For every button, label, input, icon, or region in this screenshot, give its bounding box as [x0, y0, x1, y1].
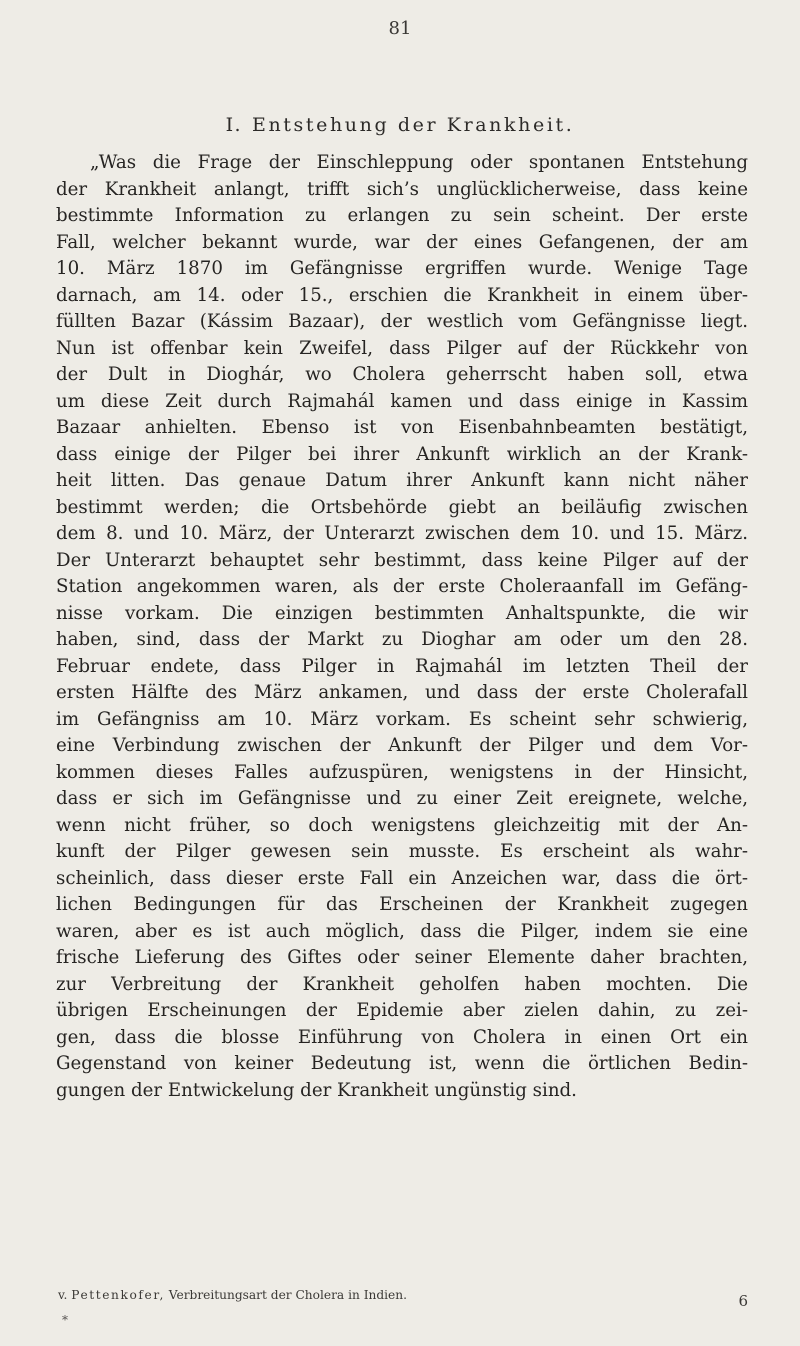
body-paragraph	[56, 150, 748, 1104]
text-line: 10. März 1870 im Gefängnisse ergriffen wurde. Wenige Tage	[56, 258, 748, 279]
stray-mark: *	[62, 1313, 68, 1327]
text-line: „Was die Frage der Einschleppung oder spontanen Entstehung	[90, 152, 748, 173]
text-line: nisse vorkam. Die einzigen bestimmten Anhaltspunkte, die wir	[56, 602, 748, 624]
text-line: darnach, am 14. oder 15., erschien die Krankheit in einem über-	[56, 284, 748, 306]
text-line: zur Verbreitung der Krankheit geholfen haben mochten. Die	[56, 973, 748, 995]
footer-prefix: v.	[58, 1288, 68, 1302]
text-line: Nun ist offenbar kein Zweifel, dass Pilger auf der Rückkehr von	[56, 337, 748, 359]
text-line: frische Lieferung des Giftes oder seiner Elemente daher brachten,	[56, 947, 748, 968]
text-line: Februar endete, dass Pilger in Rajmahál im letzten Theil der	[56, 655, 748, 677]
text-line: waren, aber es ist auch möglich, dass die Pilger, indem sie eine	[56, 920, 748, 942]
text-line: eine Verbindung zwischen der Ankunft der Pilger und dem Vor-	[56, 735, 748, 756]
printer-signature: 6	[738, 1292, 748, 1310]
text-line: kunft der Pilger gewesen sein musste. Es erscheint als wahr-	[56, 841, 748, 862]
text-line: dem 8. und 10. März, der Unterarzt zwischen dem 10. und 15. März.	[56, 523, 748, 544]
footer-author: Pettenkofer,	[71, 1288, 165, 1302]
text-line: Station angekommen waren, als der erste Choleraanfall im Gefäng-	[56, 576, 748, 597]
footer-work-title: Verbreitungsart der Cholera in Indien.	[168, 1288, 407, 1302]
text-line: gungen der Entwickelung der Krankheit ungünstig sind.	[56, 1079, 577, 1101]
text-line: lichen Bedingungen für das Erscheinen der Krankheit zugegen	[56, 894, 748, 915]
text-line: gen, dass die blosse Einführung von Cholera in einen Ort ein	[56, 1026, 748, 1048]
text-line: wenn nicht früher, so doch wenigstens gleichzeitig mit der An-	[56, 814, 748, 836]
chapter-heading	[0, 114, 800, 136]
text-line: Gegenstand von keiner Bedeutung ist, wenn die örtlichen Bedin-	[56, 1053, 748, 1074]
footer-citation	[58, 1288, 407, 1302]
text-line: bestimmt werden; die Ortsbehörde giebt an beiläufig zwischen	[56, 496, 748, 518]
page-number: 81	[388, 18, 412, 39]
text-line: kommen dieses Falles aufzuspüren, wenigstens in der Hinsicht,	[56, 761, 748, 783]
text-line: füllten Bazar (Kássim Bazaar), der westlich vom Gefängnisse liegt.	[56, 311, 748, 332]
text-line: der Dult in Dioghár, wo Cholera geherrscht haben soll, etwa	[56, 364, 748, 385]
text-line: der Krankheit anlangt, trifft sich’s unglücklicherweise, dass keine	[56, 178, 748, 200]
text-line: übrigen Erscheinungen der Epidemie aber zielen dahin, zu zei-	[56, 1000, 748, 1021]
text-line: ersten Hälfte des März ankamen, und dass der erste Cholerafall	[56, 682, 748, 703]
text-line: heit litten. Das genaue Datum ihrer Ankunft kann nicht näher	[56, 470, 748, 491]
text-line: Fall, welcher bekannt wurde, war der eines Gefangenen, der am	[56, 231, 748, 253]
text-line: im Gefängniss am 10. März vorkam. Es scheint sehr schwierig,	[56, 708, 748, 730]
chapter-number: I.	[225, 114, 242, 136]
text-line: scheinlich, dass dieser erste Fall ein Anzeichen war, dass die ört-	[56, 867, 748, 889]
text-line: haben, sind, dass der Markt zu Dioghar am oder um den 28.	[56, 629, 748, 650]
chapter-title: Entstehung der Krankheit.	[251, 114, 575, 136]
text-line: um diese Zeit durch Rajmahál kamen und dass einige in Kassim	[56, 390, 748, 412]
text-line: bestimmte Information zu erlangen zu sein scheint. Der erste	[56, 205, 748, 226]
text-line: Der Unterarzt behauptet sehr bestimmt, dass keine Pilger auf der	[56, 549, 748, 571]
text-line: dass einige der Pilger bei ihrer Ankunft wirklich an der Krank-	[56, 443, 748, 465]
text-line: Bazaar anhielten. Ebenso ist von Eisenbahnbeamten bestätigt,	[56, 417, 748, 438]
text-line: dass er sich im Gefängnisse und zu einer Zeit ereignete, welche,	[56, 788, 748, 809]
page-footer	[56, 1288, 748, 1310]
